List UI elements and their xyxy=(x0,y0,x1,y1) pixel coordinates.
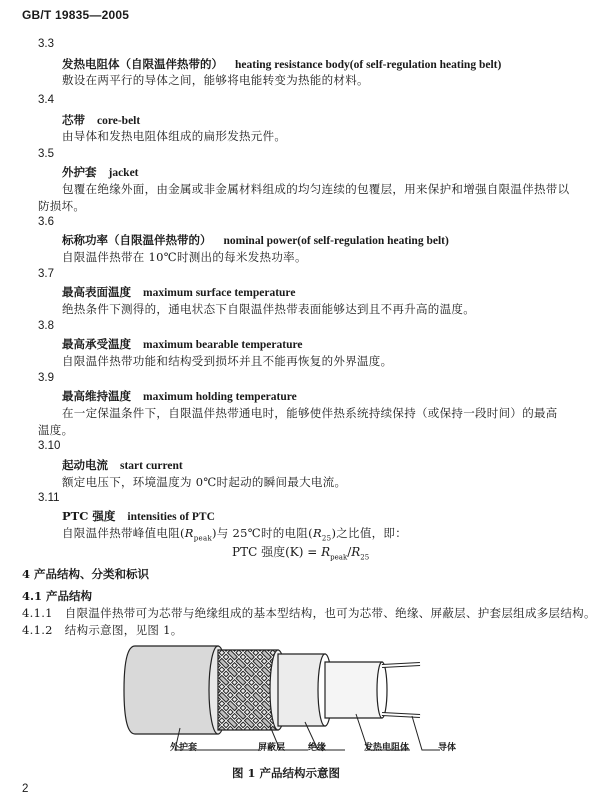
entry-number: 3.11 xyxy=(38,492,60,504)
ptc-definition xyxy=(62,525,407,542)
entry-definition: 自限温伴热带在 10℃时测出的每米发热功率。 xyxy=(62,250,307,264)
heater-layer xyxy=(325,662,382,718)
formula-peak-sub: peak xyxy=(330,553,348,562)
heater-end xyxy=(377,662,387,718)
term-cn: PTC 强度 xyxy=(62,509,116,523)
ptc-text-a: 自限温伴热带峰值电阻( xyxy=(62,526,185,540)
entry-definition: 自限温伴热带功能和结构受到损坏并且不能再恢复的外界温度。 xyxy=(62,354,393,368)
term-en: core-belt xyxy=(97,115,141,127)
section-4-1-title: 4.1 产品结构 xyxy=(22,589,93,603)
entry-number: 3.3 xyxy=(38,38,54,50)
entry-definition: 敷设在两平行的导体之间，能够将电能转变为热能的材料。 xyxy=(62,73,369,87)
entry-term xyxy=(62,284,295,300)
term-en: maximum bearable temperature xyxy=(143,339,303,351)
entry-term xyxy=(62,508,215,524)
figure-caption: 图 1 产品结构示意图 xyxy=(232,766,341,780)
shield-layer xyxy=(218,650,278,730)
entry-number: 3.10 xyxy=(38,440,61,452)
entry-definition: 包覆在绝缘外面，由金属或非金属材料组成的均匀连续的包覆层，用来保护和增强自限温伴热带以 xyxy=(62,182,570,196)
standard-id-header: GB/T 19835—2005 xyxy=(22,8,130,22)
r25-symbol: R xyxy=(312,526,322,540)
formula-r: R xyxy=(321,545,331,559)
entry-number: 3.8 xyxy=(38,320,54,332)
entry-term xyxy=(62,164,139,180)
entry-term xyxy=(62,457,183,473)
term-en: heating resistance body(of self-regulation heating belt) xyxy=(235,59,502,71)
entry-definition: 在一定保温条件下，自限温伴热带通电时，能够使伴热系统持续保持（或保持一段时间）的最高 xyxy=(62,406,558,420)
entry-definition-cont: 防损坏。 xyxy=(38,199,86,213)
clause-4-1-2 xyxy=(22,622,183,638)
term-en: maximum holding temperature xyxy=(143,391,297,403)
page-number: 2 xyxy=(22,783,29,795)
entry-term xyxy=(62,56,501,72)
ptc-formula xyxy=(232,543,369,561)
term-cn: 标称功率（自限温伴热带的） xyxy=(62,233,212,247)
term-en: jacket xyxy=(108,167,139,179)
formula-r2: R xyxy=(351,545,361,559)
entry-term xyxy=(62,388,297,404)
label-shield: 屏蔽层 xyxy=(258,743,286,753)
term-cn: 外护套 xyxy=(62,165,97,179)
term-cn: 起动电流 xyxy=(62,458,108,472)
term-en: nominal power(of self-regulation heating belt) xyxy=(223,235,449,247)
entry-definition: 绝热条件下测得的，通电状态下自限温伴热带表面能够达到且不再升高的温度。 xyxy=(62,302,475,316)
ptc-text-b: )与 25℃时的电阻( xyxy=(212,526,313,540)
formula-25-sub: 25 xyxy=(360,553,370,562)
entry-definition-cont: 温度。 xyxy=(38,423,74,437)
term-cn: 发热电阻体（自限温伴热带的） xyxy=(62,57,223,71)
formula-lhs: PTC 强度(K) = xyxy=(232,545,322,559)
leader-conductor xyxy=(412,716,440,750)
entry-definition: 由导体和发热电阻体组成的扁形发热元件。 xyxy=(62,129,287,143)
label-conductor: 导体 xyxy=(438,743,457,753)
clause-4-1-1 xyxy=(22,605,596,621)
clause-number: 4.1.2 xyxy=(22,623,53,637)
label-insulation: 绝缘 xyxy=(308,743,327,753)
formula-divide: / xyxy=(347,545,352,559)
term-cn: 最高维持温度 xyxy=(62,389,131,403)
term-en: start current xyxy=(120,460,183,472)
entry-term xyxy=(62,112,140,128)
entry-number: 3.4 xyxy=(38,94,54,106)
entry-term xyxy=(62,336,302,352)
entry-number: 3.7 xyxy=(38,268,54,280)
jacket-layer xyxy=(124,646,218,734)
term-en: intensities of PTC xyxy=(127,511,215,523)
term-cn: 芯带 xyxy=(62,113,85,127)
entry-definition: 额定电压下，环境温度为 0℃时起动的瞬间最大电流。 xyxy=(62,475,347,489)
entry-number: 3.5 xyxy=(38,148,54,160)
label-jacket: 外护套 xyxy=(170,743,198,753)
r-peak-symbol: R xyxy=(184,526,194,540)
entry-number: 3.6 xyxy=(38,216,54,228)
entry-number: 3.9 xyxy=(38,372,54,384)
peak-subscript: peak xyxy=(193,534,213,543)
clause-text: 结构示意图，见图 1。 xyxy=(64,623,183,637)
ptc-text-c: )之比值，即： xyxy=(331,526,408,540)
section-4-title: 4 产品结构、分类和标识 xyxy=(22,567,150,581)
clause-text: 自限温伴热带可为芯带与绝缘组成的基本型结构，也可为芯带、绝缘、屏蔽层、护套层组成多层结构。 xyxy=(64,606,596,620)
term-cn: 最高承受温度 xyxy=(62,337,131,351)
label-heater: 发热电阻体 xyxy=(364,743,410,753)
term-en: maximum surface temperature xyxy=(143,287,296,299)
sub-25: 25 xyxy=(321,534,332,543)
clause-number: 4.1.1 xyxy=(22,606,53,620)
entry-term xyxy=(62,232,449,248)
term-cn: 最高表面温度 xyxy=(62,285,131,299)
